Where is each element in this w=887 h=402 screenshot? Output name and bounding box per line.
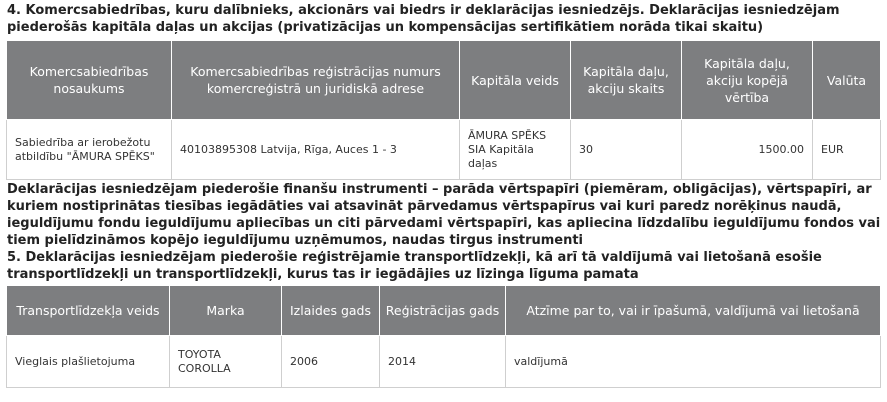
- share-count-cell: 30: [571, 120, 682, 180]
- year-made-cell: 2006: [282, 336, 380, 388]
- currency-cell: EUR: [813, 120, 881, 180]
- year-registered-cell: 2014: [380, 336, 506, 388]
- vehicles-table-header: [7, 286, 881, 336]
- col-total-value: Kapitāla daļu, akciju kopējā vērtība: [682, 41, 813, 120]
- ownership-status-cell: valdījumā: [506, 336, 881, 388]
- table-row: [7, 336, 881, 388]
- registration-cell: 40103895308 Latvija, Rīga, Auces 1 - 3: [172, 120, 460, 180]
- section-5-heading: 5. Deklarācijas iesniedzējam piederošie reģistrējamie transportlīdzekļi, kā arī tā valdījumā vai lietošanā esošie transportlīdzekļi un transportlīdzekļi, kurus tas ir iegādājies uz līzinga līguma pamata: [7, 250, 822, 282]
- col-company-name: Komercsabiedrības nosaukums: [7, 41, 172, 120]
- company-name-cell: Sabiedrība ar ierobežotu atbildību "ĀMURA SPĒKS": [7, 120, 172, 180]
- make-cell: TOYOTA COROLLA: [170, 336, 282, 388]
- capital-type-cell: ĀMURA SPĒKS SIA Kapitāla daļas: [460, 120, 571, 180]
- col-vehicle-type: Transportlīdzekļa veids: [7, 286, 170, 336]
- col-currency: Valūta: [813, 41, 881, 120]
- companies-table-header: [7, 41, 881, 120]
- col-make: Marka: [170, 286, 282, 336]
- col-registration: Komercsabiedrības reģistrācijas numurs komercreģistrā un juridiskā adrese: [172, 41, 460, 120]
- col-ownership-status: Atzīme par to, vai ir īpašumā, valdījumā vai lietošanā: [506, 286, 881, 336]
- vehicle-type-cell: Vieglais plašlietojuma: [7, 336, 170, 388]
- vehicles-table: [6, 285, 881, 388]
- financial-instruments-heading: Deklarācijas iesniedzējam piederošie finanšu instrumenti – parāda vērtspapīri (piemēram, obligācijas), vērtspapīri, ar kuriem nostiprinātas tiesības iegādāties vai atsavināt pārvedamus vērtspapīrus vai kuri paredz norēķinus naudā, ieguldījumu fondu ieguldījumu apliecības un citi pārvedami vērtspapīri, kas apliecina līdzdalību ieguldījumu fondos vai tiem pielīdzināmos kopējo ieguldījumu uzņēmumos, naudas tirgus instrumenti: [7, 182, 881, 248]
- table-row: [7, 120, 881, 180]
- section-4-heading: 4. Komercsabiedrības, kuru dalībnieks, akcionārs vai biedrs ir deklarācijas iesniedzējs. Deklarācijas iesniedzējam piederošās kapitāla daļas un akcijas (privatizācijas un kompensācijas sertifikātiem norāda tikai skaitu): [7, 3, 840, 35]
- col-year-registered: Reģistrācijas gads: [380, 286, 506, 336]
- companies-table: [6, 40, 881, 180]
- total-value-cell: 1500.00: [682, 120, 813, 180]
- col-capital-type: Kapitāla veids: [460, 41, 571, 120]
- col-year-made: Izlaides gads: [282, 286, 380, 336]
- col-share-count: Kapitāla daļu, akciju skaits: [571, 41, 682, 120]
